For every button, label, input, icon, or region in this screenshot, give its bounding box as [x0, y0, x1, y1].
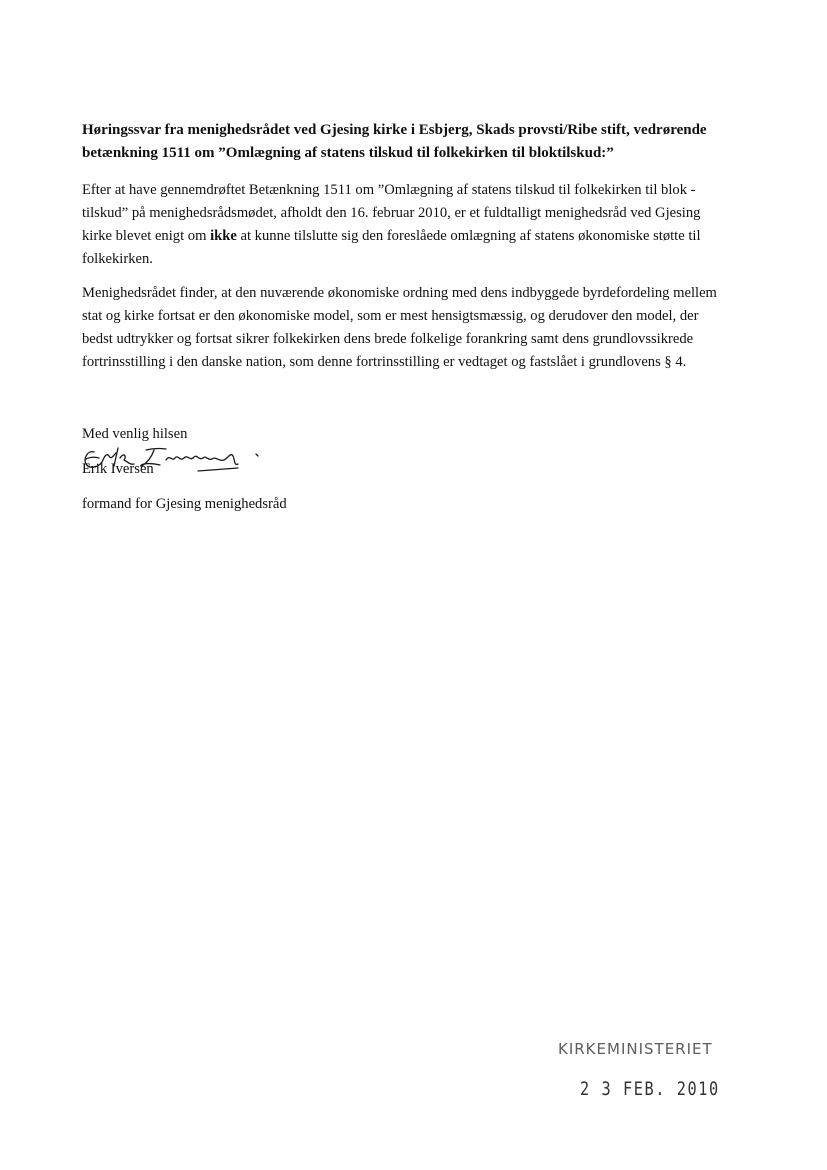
paragraph-line: stat og kirke fortsat er den økonomiske model, som er mest hensigtsmæssig, og derudover den model, der	[82, 308, 699, 324]
paragraph-text: kirke blevet enigt om	[82, 228, 211, 244]
paragraph-line	[82, 225, 754, 248]
paragraph-line: Menighedsrådet finder, at den nuværende økonomiske ordning med dens indbyggede byrdefordeling mellem	[82, 285, 717, 301]
paragraph-line: fortrinsstilling i den danske nation, som denne fortrinsstilling er vedtaget og fastslået i grundlovens § 4.	[82, 354, 687, 370]
paragraph-line: tilskud” på menighedsrådsmødet, afholdt den 16. februar 2010, er et fuldtalligt menighedsråd ved Gjesing	[82, 205, 701, 221]
emphasis-word: ikke	[210, 228, 237, 244]
stamp-organization: KIRKEMINISTERIET	[558, 1040, 713, 1058]
closing-salutation: Med venlig hilsen	[82, 426, 188, 442]
paragraph-text: at kunne tilslutte sig den foreslåede omlægning af statens økonomiske støtte til	[236, 228, 701, 244]
received-stamp	[558, 1040, 718, 1100]
letter-heading	[82, 119, 742, 165]
paragraph-reasoning	[82, 282, 754, 374]
paragraph-line: folkekirken.	[82, 251, 153, 267]
paragraph-line: Efter at have gennemdrøftet Betænkning 1511 om ”Omlægning af statens tilskud til folkekirken til blok -	[82, 182, 696, 198]
paragraph-decision	[82, 179, 754, 271]
signer-title: formand for Gjesing menighedsråd	[82, 496, 287, 512]
signer-name: Erik Iversen	[82, 461, 154, 477]
stamp-date: 2 3 FEB. 2010	[580, 1078, 720, 1100]
heading-line: betænkning 1511 om ”Omlægning af statens tilskud til folkekirken til bloktilskud:”	[82, 145, 614, 161]
paragraph-line: bedst udtrykker og fortsat sikrer folkekirken dens brede folkelige forankring samt dens grundlovssikrede	[82, 331, 694, 347]
heading-line: Høringssvar fra menighedsrådet ved Gjesing kirke i Esbjerg, Skads provsti/Ribe stift, vedrørende	[82, 122, 707, 138]
